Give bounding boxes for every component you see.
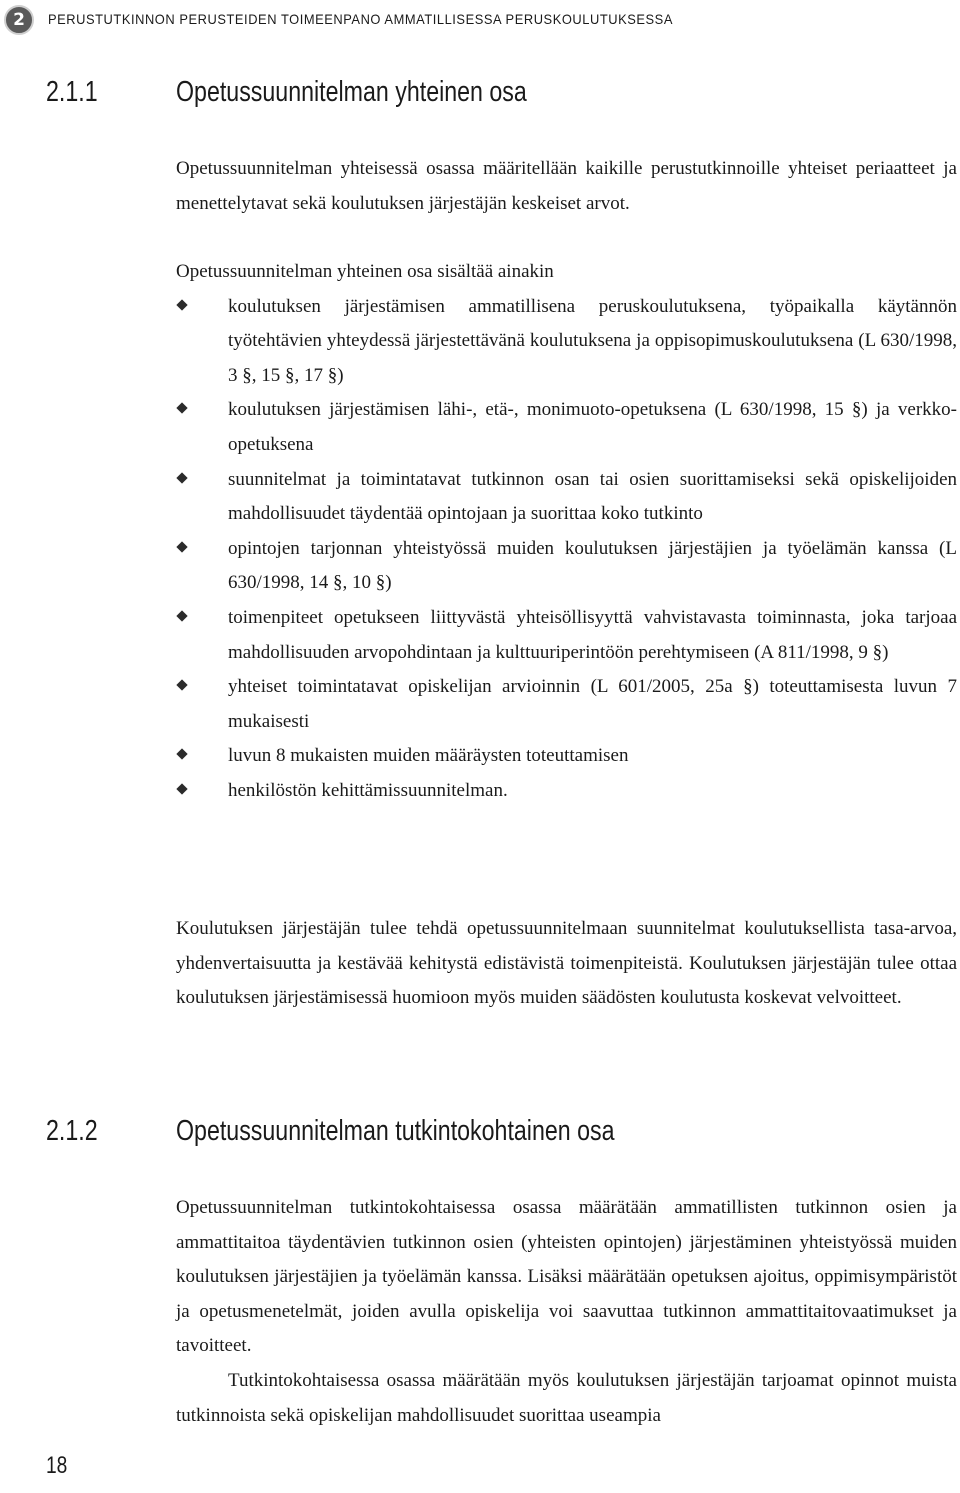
list-item: suunnitelmat ja toimintatavat tutkinnon osan tai osien suorittamiseksi sekä opiskelijoiden mahdollisuudet täydentää opintojaan ja suorittaa koko tutkinto [176,463,957,532]
list-item: luvun 8 mukaisten muiden määräysten toteuttamisen [176,739,957,774]
list-item: opintojen tarjonnan yhteistyössä muiden koulutuksen järjestäjien ja työelämän kanssa (L 630/1998, 14 §, 10 §) [176,532,957,601]
page-number: 18 [46,1452,68,1479]
section-heading-2-1-2 [46,1115,946,1155]
running-title: PERUSTUTKINNON PERUSTEIDEN TOIMEENPANO AMMATILLISESSA PERUSKOULUTUKSESSA [48,11,673,27]
list-item: yhteiset toimintatavat opiskelijan arvioinnin (L 601/2005, 25a §) toteuttamisesta luvun 7 mukaisesti [176,670,957,739]
diamond-bullet-icon [176,610,187,621]
section1-intro-paragraph: Opetussuunnitelman yhteisessä osassa määritellään kaikille perustutkinnoille yhteiset periaatteet ja menettelytavat sekä koulutuksen järjestäjän keskeiset arvot. [176,158,957,214]
list-item: toimenpiteet opetukseen liittyvästä yhteisöllisyyttä vahvistavasta toiminnasta, joka tarjoaa mahdollisuuden arvopohdintaan ja kulttuuriperintöön perehtymiseen (A 811/1998, 9 §) [176,601,957,670]
section-number: 2.1.1 [46,76,98,108]
chapter-number-badge: 2 [4,5,34,35]
diamond-bullet-icon [176,299,187,310]
section-title: Opetussuunnitelman yhteinen osa [176,76,527,108]
section2-body [176,1191,957,1433]
requirements-list [176,290,957,809]
list-item: koulutuksen järjestämisen ammatillisena peruskoulutuksena, työpaikalla käytännön työtehtävien yhteydessä järjestettävänä koulutuksena ja oppisopimuskoulutuksena (L 630/1998, 3 §, 15 §, 17 §) [176,290,957,394]
running-header [0,0,960,40]
diamond-bullet-icon [176,541,187,552]
section-number: 2.1.2 [46,1115,98,1147]
diamond-bullet-icon [176,749,187,760]
section2-paragraph-2: Tutkintokohtaisessa osassa määrätään myös koulutuksen järjestäjän tarjoamat opinnot muista tutkinnoista sekä opiskelijan mahdollisuudet suorittaa useampia [176,1369,957,1426]
diamond-bullet-icon [176,783,187,794]
list-item: henkilöstön kehittämissuunnitelman. [176,774,957,809]
diamond-bullet-icon [176,403,187,414]
diamond-bullet-icon [176,679,187,690]
section2-paragraph-1: Opetussuunnitelman tutkintokohtaisessa osassa määrätään ammatillisten tutkinnon osien ja ammattitaitoa täydentävien tutkinnon osien (yhteisten opintojen) järjestäminen yhteistyössä muiden koulutuksen järjestäjien ja työelämän kanssa. Lisäksi määrätään opetuksen ajoitus, oppimisympäristöt ja opetusmenetelmät, joiden avulla opiskelija voi saavuttaa tutkinnon ammattitaitovaatimukset ja tavoitteet. [176,1197,957,1357]
section1-closing-paragraph: Koulutuksen järjestäjän tulee tehdä opetussuunnitelmaan suunnitelmat koulutuksellista tasa-arvoa, yhdenvertaisuutta ja kestävää kehitystä edistävistä toimenpiteistä. Koulutuksen järjestäjän tulee ottaa koulutuksen järjestämisessä huomioon myös muiden säädösten koulutusta koskevat velvoitteet. [176,918,957,1009]
list-lead-text: Opetussuunnitelman yhteinen osa sisältää ainakin [176,261,554,282]
list-item: koulutuksen järjestämisen lähi-, etä-, monimuoto-opetuksena (L 630/1998, 15 §) ja verkko-opetuksena [176,393,957,462]
section-title: Opetussuunnitelman tutkintokohtainen osa [176,1115,615,1147]
diamond-bullet-icon [176,472,187,483]
section-heading-2-1-1 [46,76,946,116]
section1-content-list-block [176,255,957,809]
